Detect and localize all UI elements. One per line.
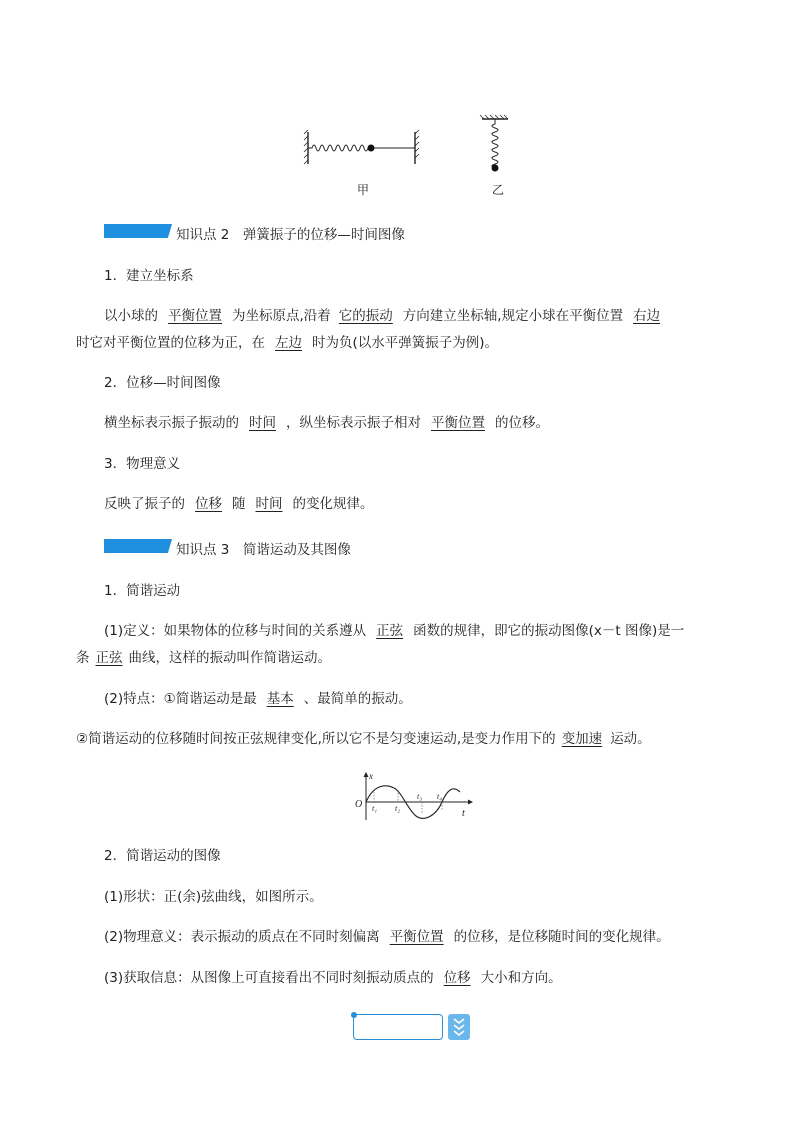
text: 曲线，这样的振动叫作简谐运动。: [128, 650, 331, 666]
origin-label: O: [355, 799, 363, 810]
paragraph: [104, 307, 672, 325]
chevron-down-icon[interactable]: [448, 1014, 470, 1040]
item-title: 1．建立坐标系: [104, 268, 194, 284]
horizontal-spring: [308, 145, 370, 151]
fill-answer: 平衡位置: [389, 929, 444, 945]
item-title: 2．位移—时间图像: [104, 375, 221, 391]
x-axis-arrow: [364, 772, 369, 777]
text: 时它对平衡位置的位移为正，在: [76, 335, 265, 351]
text: 以小球的: [104, 308, 158, 324]
vertical-spring: [492, 119, 498, 168]
paragraph: [76, 730, 651, 748]
text: 函数的规律，即它的振动图像(x－t 图像)是一: [413, 623, 685, 639]
text: 为坐标原点,沿着: [232, 308, 331, 324]
vertical-ball: [492, 165, 499, 172]
item-title: 1．简谐运动: [104, 583, 181, 599]
section-badge: [104, 539, 172, 553]
text: 横坐标表示振子振动的: [104, 415, 239, 431]
section-heading: 知识点 2 弹簧振子的位移—时间图像: [176, 227, 405, 243]
text: (2)特点：①简谐运动是最: [104, 691, 257, 707]
fill-answer: 正弦: [376, 623, 404, 639]
tick-label-t2: t₂: [395, 804, 401, 813]
paragraph: [104, 622, 684, 640]
fill-answer: 平衡位置: [168, 308, 222, 324]
ceiling: [480, 115, 508, 119]
text: 的变化规律。: [292, 496, 374, 512]
text: 运动。: [610, 731, 651, 747]
fill-answer: 左边: [275, 335, 302, 351]
fill-answer: 变加速: [561, 731, 603, 747]
fill-answer: 它的振动: [338, 308, 393, 324]
text: ②简谐运动的位移随时间按正弦规律变化,所以它不是匀变速运动,是变力作用下的: [76, 731, 556, 747]
text: 、最简单的振动。: [303, 691, 412, 707]
figure-label-yi: 乙: [492, 183, 505, 197]
fill-answer: 正弦: [95, 650, 123, 666]
paragraph: [104, 928, 670, 946]
text: 反映了振子的: [104, 496, 185, 512]
axis-label-t: t: [462, 808, 465, 819]
t-axis-arrow: [468, 800, 473, 805]
right-wall: [415, 130, 419, 164]
footer-box: [353, 1014, 443, 1040]
text: 大小和方向。: [480, 970, 562, 986]
text: 时为负(以水平弹簧振子为例)。: [312, 335, 499, 351]
text: 的位移，是位移随时间的变化规律。: [453, 929, 670, 945]
paragraph: [104, 969, 562, 987]
text: 方向建立坐标轴,规定小球在平衡位置: [402, 308, 624, 324]
item-title: 2．简谐运动的图像: [104, 848, 221, 864]
paragraph: [104, 690, 412, 708]
text: (2)物理意义：表示振动的质点在不同时刻偏离: [104, 929, 380, 945]
paragraph: [76, 334, 498, 352]
horizontal-ball: [368, 145, 375, 152]
text: ，纵坐标表示振子相对: [286, 415, 421, 431]
paragraph: [104, 414, 549, 432]
paragraph: [104, 495, 374, 513]
fill-answer: 时间: [249, 415, 276, 431]
axis-label-x: x: [369, 771, 373, 781]
fill-answer: 位移: [195, 496, 222, 512]
fill-answer: 位移: [443, 970, 471, 986]
sine-graph: [338, 770, 478, 826]
fill-answer: 平衡位置: [431, 415, 485, 431]
item-title: 3．物理意义: [104, 456, 181, 472]
footer-dot: [351, 1012, 357, 1018]
fill-answer: 右边: [633, 308, 661, 324]
section-heading: 知识点 3 简谐运动及其图像: [176, 542, 351, 558]
paragraph: (1)形状：正(余)弦曲线，如图所示。: [104, 889, 323, 905]
fill-answer: 时间: [255, 496, 283, 512]
figure-label-jia: 甲: [357, 183, 370, 197]
fill-answer: 基本: [266, 691, 294, 707]
tick-label-t1: t₁: [372, 804, 378, 813]
text: (1)定义：如果物体的位移与时间的关系遵从: [104, 623, 367, 639]
text: 条: [76, 650, 90, 666]
section-badge: [104, 224, 172, 238]
tick-label-t4: t₄: [437, 792, 443, 801]
text: (3)获取信息：从图像上可直接看出不同时刻振动质点的: [104, 970, 434, 986]
paragraph: [76, 649, 331, 667]
text: 随: [232, 496, 246, 512]
left-wall: [304, 130, 308, 164]
text: 的位移。: [495, 415, 549, 431]
tick-label-t3: t₃: [417, 792, 423, 801]
